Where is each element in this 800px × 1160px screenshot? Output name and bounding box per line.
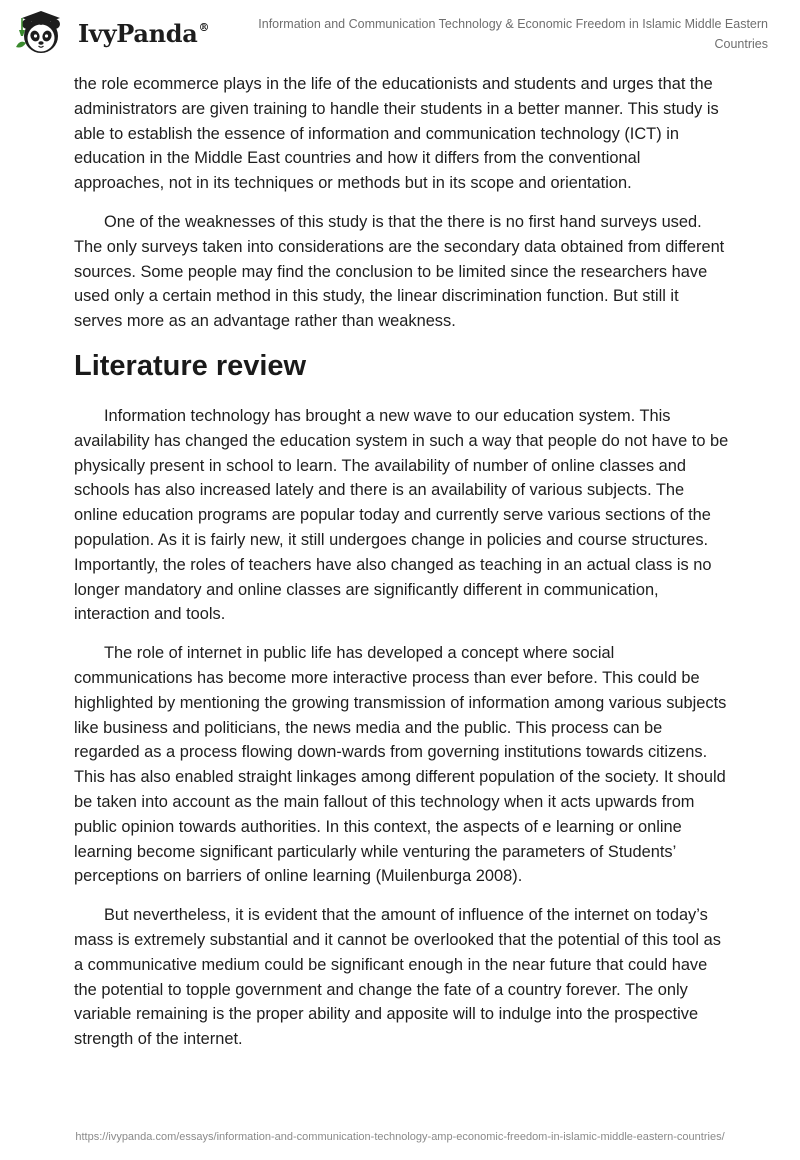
- paragraph-influence-of-internet: But nevertheless, it is evident that the amount of influence of the internet on today’s mass is extremely substantial and it cannot be overlooked that the potential of this tool as a communicative medium could be significant enough in the near future that could have the potential to topple government and change the fate of a country forever. The only variable remaining is the proper ability and apposite will to indulge into the prospective strength of the internet.: [74, 906, 721, 1049]
- paragraph-information-technology: Information technology has brought a new wave to our education system. This availability has changed the education system in such a way that people do not have to be physically present in school to learn. The availability of number of online classes and schools has also increased lately and there is an availability of various subjects. The online education programs are popular today and currently serve various sections of the population. As it is fairly new, it still undergoes change in policies and course structures. Importantly, the roles of teachers have also changed as teaching in an actual class is no longer mandatory and online classes are significantly different in communication, interaction and tools.: [74, 406, 729, 624]
- document-title: Information and Communication Technology & Economic Freedom in Islamic Middle Eastern Countries: [258, 17, 768, 51]
- ivypanda-logo[interactable]: [14, 9, 209, 55]
- paragraph-role-of-internet: The role of internet in public life has developed a concept where social communications has become more interactive process than ever before. This could be highlighted by mentioning the growing transmission of information among various subjects like business and politicians, the news media and the public. This process can be regarded as a process flowing down-wards from governing institutions towards citizens. This has also enabled straight linkages among different population of the society. It should be taken into account as the main fallout of this technology when it acts upwards from public opinion towards authorities. In this context, the aspects of e learning or online learning become significant particularly while venturing the parameters of Students’ perceptions on barriers of online learning (Muilenburga 2008).: [74, 644, 727, 886]
- page-header: [0, 0, 800, 66]
- registered-mark: ®: [198, 20, 210, 34]
- panda-graduation-cap-icon: [14, 9, 72, 55]
- paragraph-continued: the role ecommerce plays in the life of the educationists and students and urges that the administrators are given training to handle their students in a better manner. This study is able to establish the essence of information and communication technology (ICT) in education in the Middle East countries and how it differs from the conventional approaches, not in its techniques or methods but in its scope and orientation.: [74, 75, 719, 193]
- essay-content: [74, 72, 730, 1066]
- paragraph-weaknesses: One of the weaknesses of this study is that the there is no first hand surveys used. The only surveys taken into considerations are the secondary data obtained from different sources. Some people may find the conclusion to be limited since the researchers have used only a certain method in this study, the linear discrimination function. But still it serves more as an advantage rather than weakness.: [74, 212, 725, 331]
- section-heading: Literature review: [74, 349, 307, 382]
- source-url[interactable]: https://ivypanda.com/essays/information-and-communication-technology-amp-economic-freedom-in-islamic-middle-eastern-countries/: [75, 1131, 725, 1143]
- brand-name: IvyPanda®: [78, 18, 210, 48]
